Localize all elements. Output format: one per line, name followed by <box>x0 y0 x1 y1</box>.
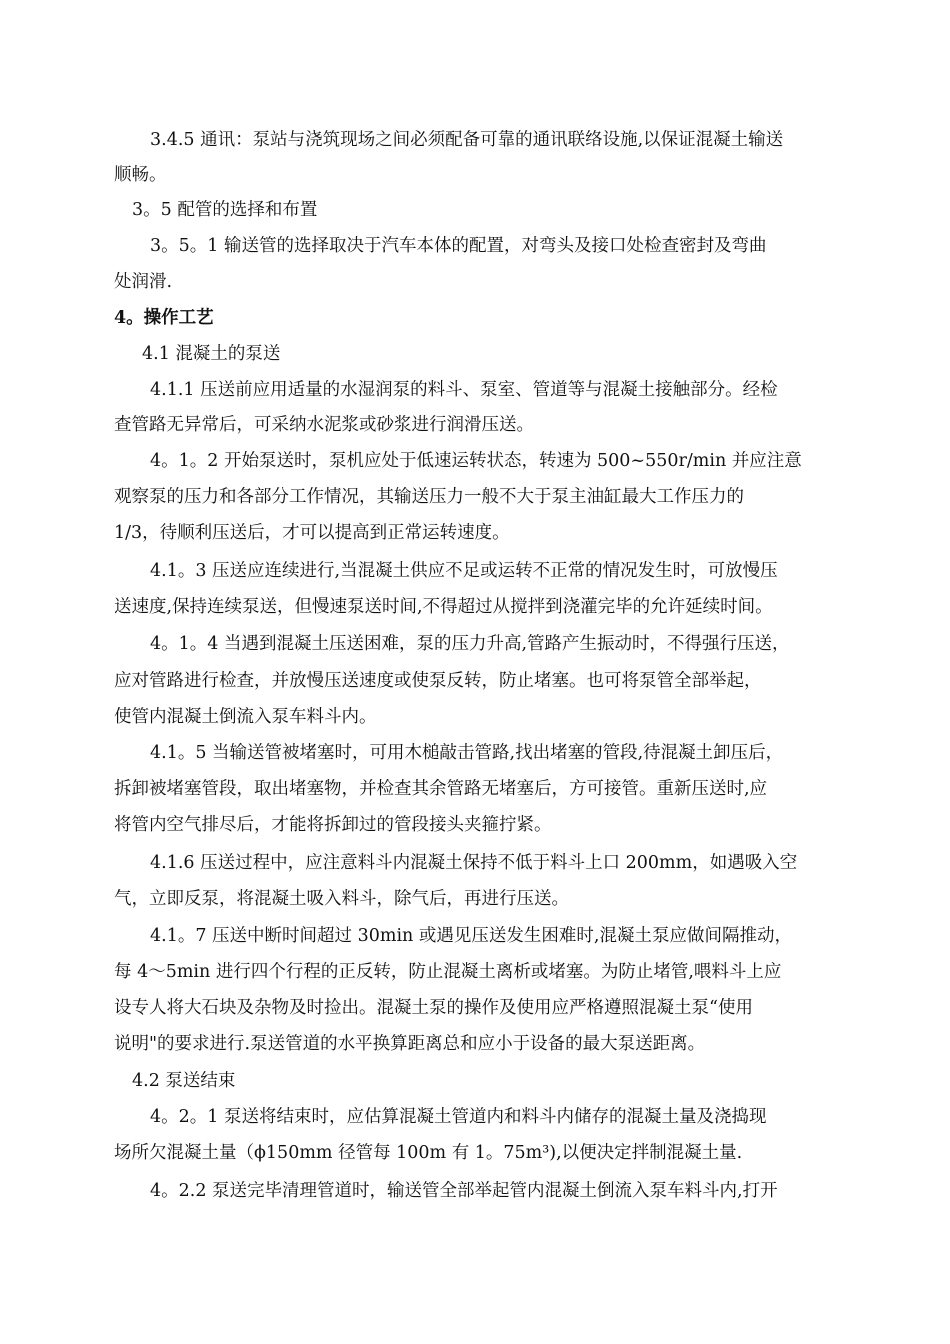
text-line: 处润滑. <box>114 272 173 292</box>
text-line: 观察泵的压力和各部分工作情况，其输送压力一般不大于泵主油缸最大工作压力的 <box>114 487 744 507</box>
text-line: 送速度,保持连续泵送，但慢速泵送时间,不得超过从搅拌到浇灌完毕的允许延续时间。 <box>114 597 773 617</box>
text-line: 场所欠混凝土量（ϕ150mm 径管每 100m 有 1。75m³),以便决定拌制混凝土量. <box>114 1143 743 1163</box>
text-line: 1/3，待顺利压送后，才可以提高到正常运转速度。 <box>114 523 510 543</box>
text-line: 3.4.5 通讯：泵站与浇筑现场之间必须配备可靠的通讯联络设施,以保证混凝土输送 <box>150 130 784 150</box>
section-heading: 4.1 混凝土的泵送 <box>142 344 281 364</box>
text-line: 4.1。7 压送中断时间超过 30min 或遇见压送发生困难时,混凝土泵应做间隔推动， <box>150 926 792 946</box>
text-line: 4。1。2 开始泵送时，泵机应处于低速运转状态，转速为 500~550r/min 并应注意 <box>150 451 802 471</box>
text-line: 4.1.6 压送过程中，应注意料斗内混凝土保持不低于料斗上口 200mm，如遇吸入空 <box>150 853 798 873</box>
text-line: 将管内空气排尽后，才能将拆卸过的管段接头夹箍拧紧。 <box>114 815 552 835</box>
text-line: 4。1。4 当遇到混凝土压送困难，泵的压力升高,管路产生振动时，不得强行压送， <box>150 634 790 654</box>
text-line: 4。2。1 泵送将结束时，应估算混凝土管道内和料斗内储存的混凝土量及浇捣现 <box>150 1107 767 1127</box>
text-line: 拆卸被堵塞管段，取出堵塞物，并检查其余管路无堵塞后，方可接管。重新压送时,应 <box>114 779 768 799</box>
text-line: 说明"的要求进行.泵送管道的水平换算距离总和应小于设备的最大泵送距离。 <box>114 1034 706 1054</box>
text-line: 4.1.1 压送前应用适量的水湿润泵的料斗、泵室、管道等与混凝土接触部分。经检 <box>150 380 778 400</box>
text-line: 3。5。1 输送管的选择取决于汽车本体的配置，对弯头及接口处检查密封及弯曲 <box>150 236 767 256</box>
section-heading: 4.2 泵送结束 <box>132 1071 236 1091</box>
section-heading: 3。5 配管的选择和布置 <box>132 200 318 220</box>
text-line: 每 4～5min 进行四个行程的正反转，防止混凝土离析或堵塞。为防止堵管,喂料斗上应 <box>114 962 782 982</box>
text-line: 查管路无异常后，可采纳水泥浆或砂浆进行润滑压送。 <box>114 415 534 435</box>
chapter-heading: 4。操作工艺 <box>114 308 214 328</box>
text-line: 气，立即反泵，将混凝土吸入料斗，除气后，再进行压送。 <box>114 889 569 909</box>
text-line: 4.1。5 当输送管被堵塞时，可用木槌敲击管路,找出堵塞的管段,待混凝土卸压后， <box>150 743 784 763</box>
text-line: 应对管路进行检查，并放慢压送速度或使泵反转，防止堵塞。也可将泵管全部举起， <box>114 671 762 691</box>
text-line: 4。2.2 泵送完毕清理管道时，输送管全部举起管内混凝土倒流入泵车料斗内,打开 <box>150 1181 778 1201</box>
text-line: 4.1。3 压送应连续进行,当混凝土供应不足或运转不正常的情况发生时，可放慢压 <box>150 561 778 581</box>
text-line: 使管内混凝土倒流入泵车料斗内。 <box>114 707 377 727</box>
text-line: 设专人将大石块及杂物及时捡出。混凝土泵的操作及使用应严格遵照混凝土泵“使用 <box>114 998 753 1018</box>
text-line: 顺畅。 <box>114 165 167 185</box>
